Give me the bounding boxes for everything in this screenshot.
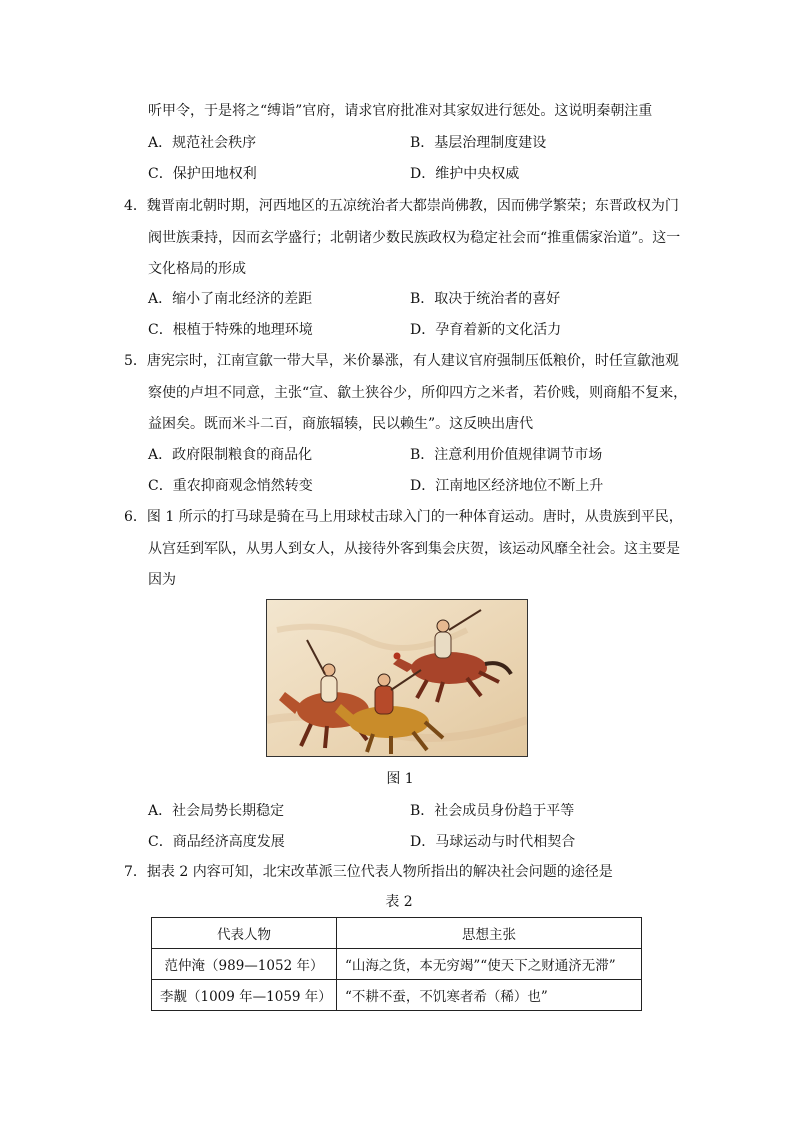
q4-stem-line-2: 阀世族秉持，因而玄学盛行；北朝诸少数民族政权为稳定社会而“推重儒家治道”。这一 xyxy=(148,230,681,246)
table-header-row xyxy=(152,918,642,949)
reformers-table xyxy=(151,917,642,1011)
q4-stem-line-3: 文化格局的形成 xyxy=(148,261,246,277)
q3-option-a[interactable]: A．规范社会秩序 xyxy=(148,135,257,151)
table-header-cell: 思想主张 xyxy=(337,918,642,949)
table-caption: 表 2 xyxy=(385,894,413,910)
table-header-cell: 代表人物 xyxy=(152,918,337,949)
q3-stem-tail: 听甲令，于是将之“缚诣”官府，请求官府批准对其家奴进行惩处。这说明秦朝注重 xyxy=(148,103,653,119)
q3-option-d[interactable]: D．维护中央权威 xyxy=(410,166,520,182)
table-cell: 李觏（1009 年—1059 年） xyxy=(152,980,337,1011)
q5-option-b[interactable]: B．注意利用价值规律调节市场 xyxy=(410,447,603,463)
q4-option-c[interactable]: C．根植于特殊的地理环境 xyxy=(148,322,313,338)
q5-stem-line-3: 益困矣。既而米斗二百，商旅辐辏，民以赖生”。这反映出唐代 xyxy=(148,416,534,432)
q6-option-c[interactable]: C．商品经济高度发展 xyxy=(148,834,285,850)
q3-option-c[interactable]: C．保护田地权利 xyxy=(148,166,257,182)
q5-stem-line-1: 5．唐宪宗时，江南宣歙一带大旱，米价暴涨，有人建议官府强制压低粮价，时任宣歙池观 xyxy=(124,353,679,369)
q5-option-c[interactable]: C．重农抑商观念悄然转变 xyxy=(148,478,313,494)
q7-stem: 7．据表 2 内容可知，北宋改革派三位代表人物所指出的解决社会问题的途径是 xyxy=(124,864,613,880)
q5-option-a[interactable]: A．政府限制粮食的商品化 xyxy=(148,447,313,463)
table-row xyxy=(152,949,642,980)
q6-stem-line-2: 从宫廷到军队，从男人到女人，从接待外客到集会庆贺，该运动风靡全社会。这主要是 xyxy=(148,541,680,557)
q6-stem-line-1: 6．图 1 所示的打马球是骑在马上用球杖击球入门的一种体育运动。唐时，从贵族到平民， xyxy=(124,509,683,525)
q4-option-b[interactable]: B．取决于统治者的喜好 xyxy=(410,291,561,307)
table-cell: “不耕不蚕，不饥寒者希（稀）也” xyxy=(337,980,642,1011)
table-cell: “山海之货，本无穷竭”“使天下之财通济无滞” xyxy=(337,949,642,980)
q3-option-b[interactable]: B．基层治理制度建设 xyxy=(410,135,547,151)
q4-option-d[interactable]: D．孕育着新的文化活力 xyxy=(410,322,562,338)
q4-stem-line-1: 4．魏晋南北朝时期，河西地区的五凉统治者大都崇尚佛教，因而佛学繁荣；东晋政权为门 xyxy=(124,198,679,214)
table-cell: 范仲淹（989—1052 年） xyxy=(152,949,337,980)
q5-option-d[interactable]: D．江南地区经济地位不断上升 xyxy=(410,478,604,494)
q4-option-a[interactable]: A．缩小了南北经济的差距 xyxy=(148,291,313,307)
q6-option-d[interactable]: D．马球运动与时代相契合 xyxy=(410,834,576,850)
q5-stem-line-2: 察使的卢坦不同意，主张“宣、歙土狭谷少，所仰四方之米者，若价贱，则商船不复来， xyxy=(148,385,688,401)
polo-painting-figure xyxy=(266,599,528,757)
q6-option-b[interactable]: B．社会成员身份趋于平等 xyxy=(410,803,575,819)
figure-caption: 图 1 xyxy=(386,771,414,787)
q6-option-a[interactable]: A．社会局势长期稳定 xyxy=(148,803,285,819)
q6-stem-line-3: 因为 xyxy=(148,572,176,588)
table-row xyxy=(152,980,642,1011)
